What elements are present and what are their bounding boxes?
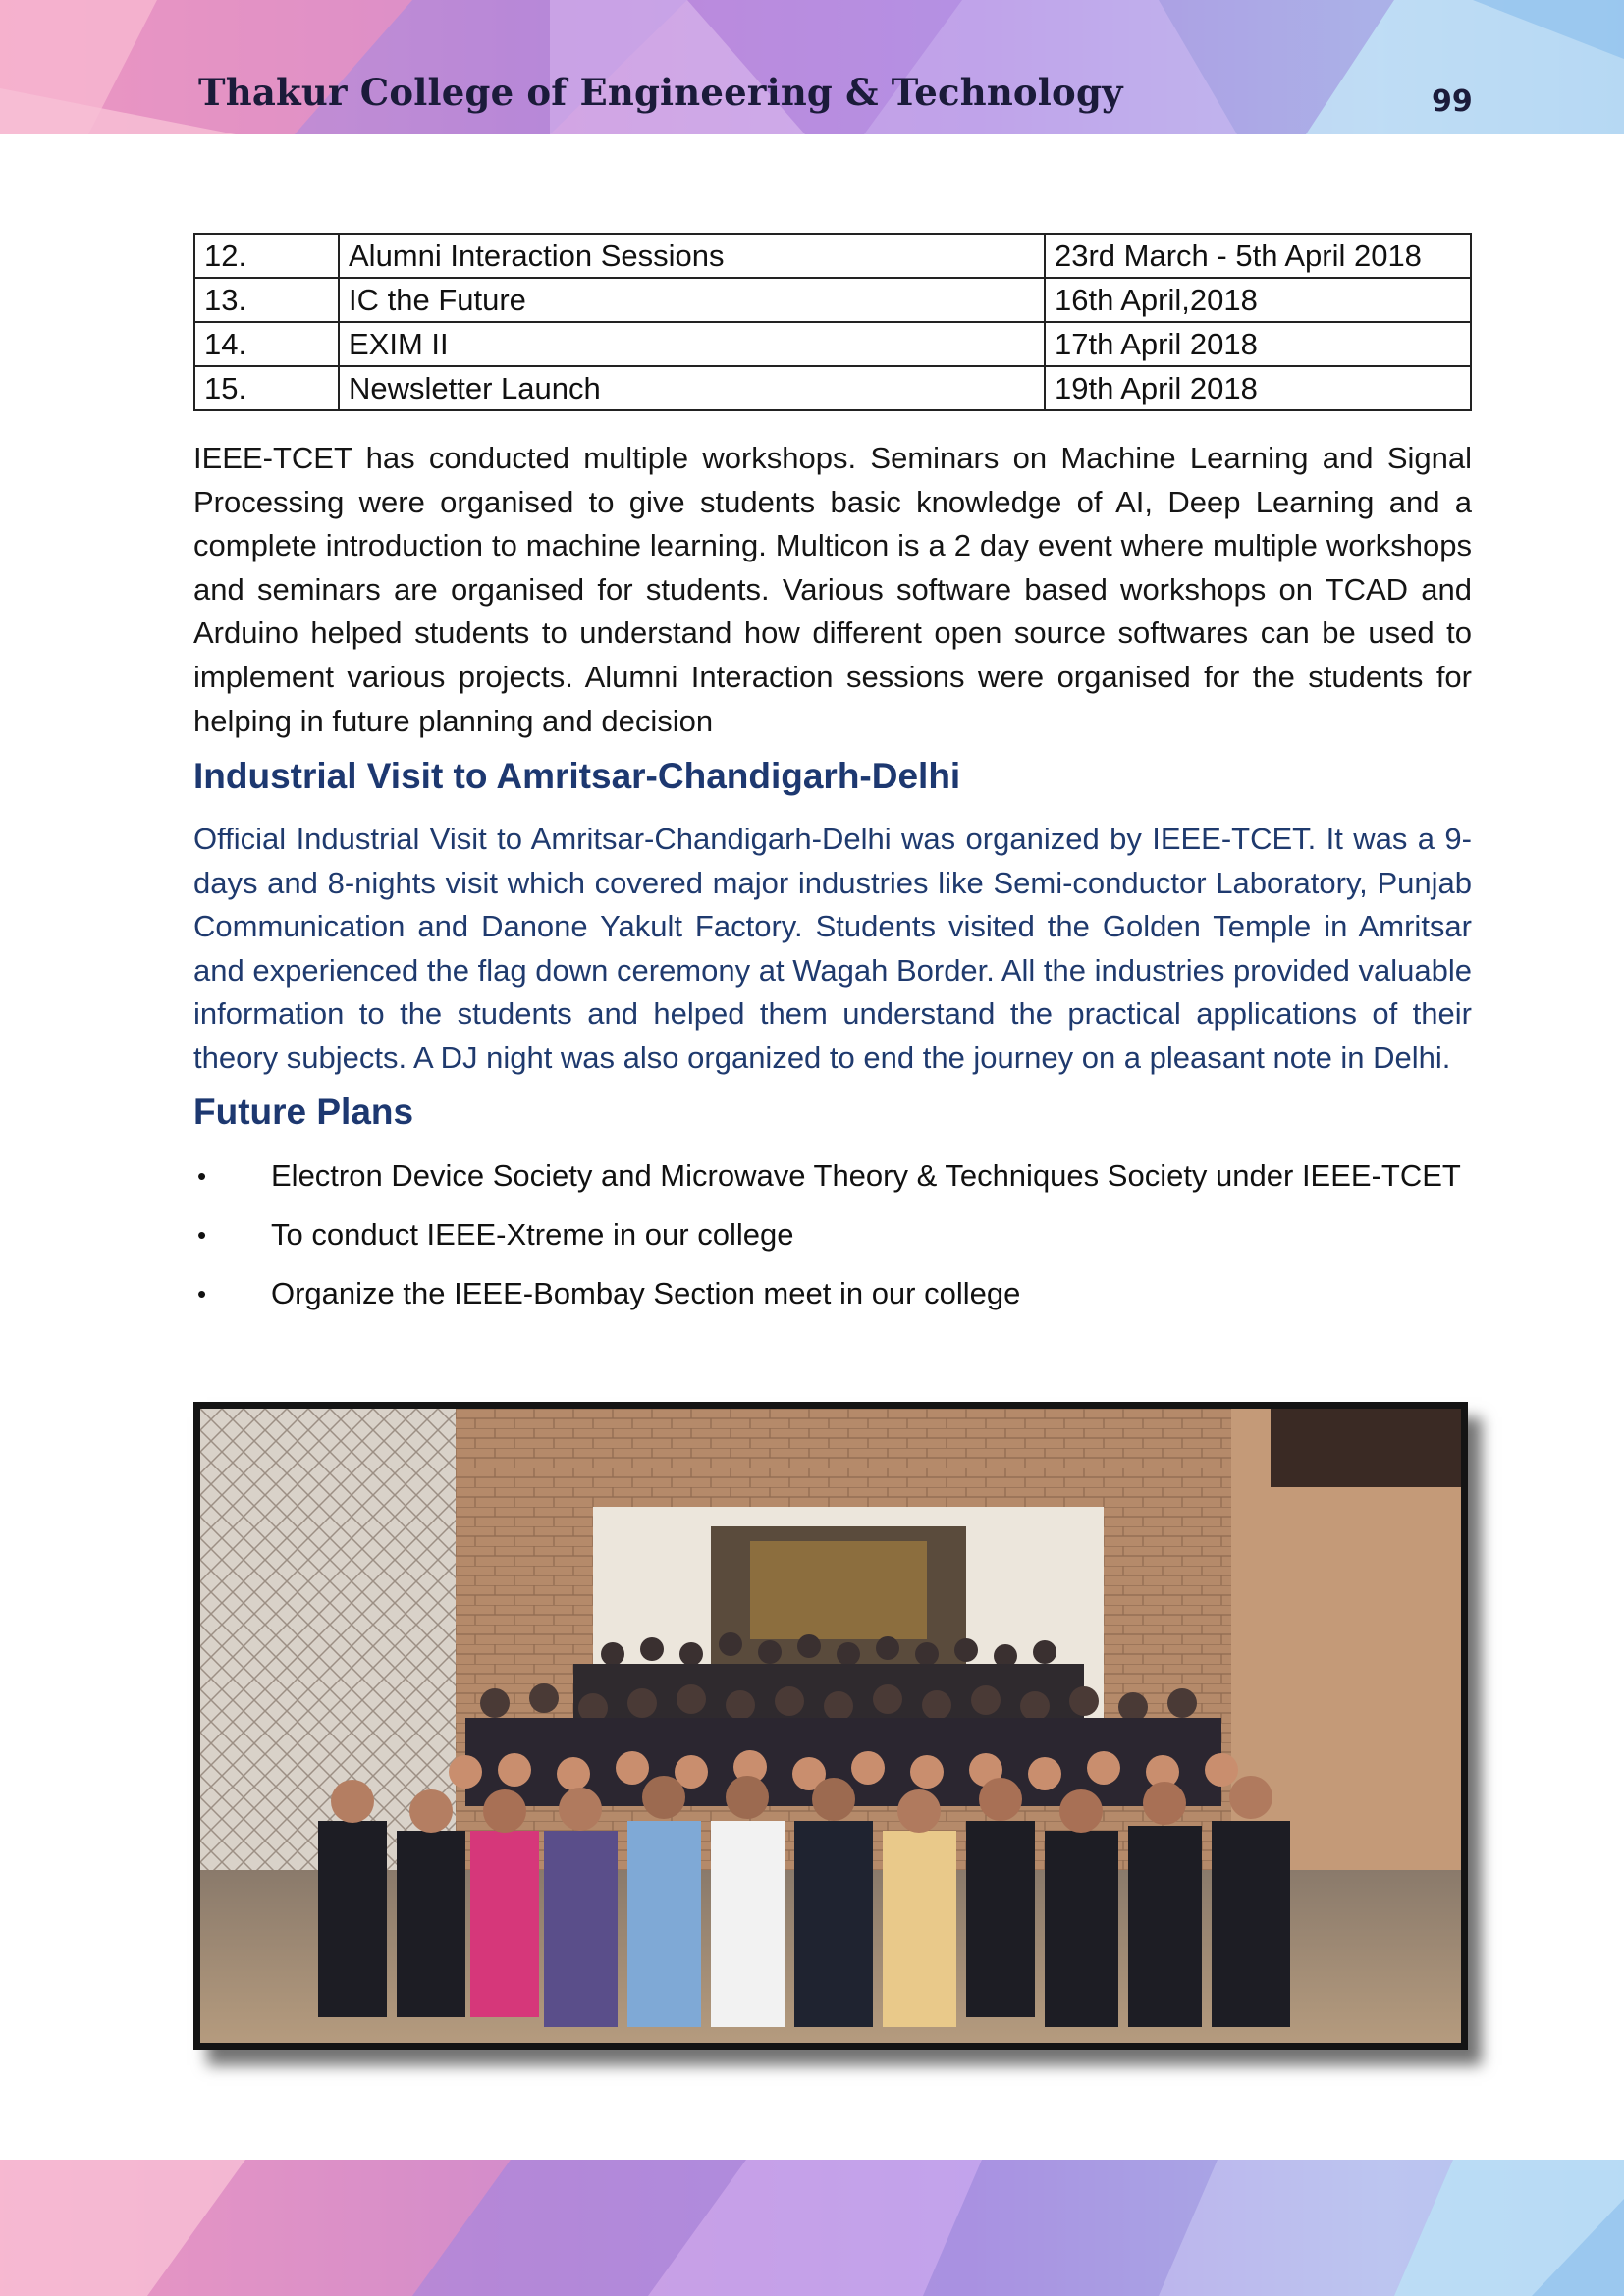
plan-text: To conduct IEEE-Xtreme in our college [271, 1217, 794, 1252]
industrial-visit-paragraph: Official Industrial Visit to Amritsar-Chandigarh-Delhi was organized by IEEE-TCET. It was a 9-days and 8-nights visit which covered major industries like Semi-conductor Laboratory, Punjab Communication and Danone Yakult Factory. Students visited the Golden Temple in Amritsar and experienced the flag down ceremony at Wagah Border. All the industries provided valuable information to the students and helped them understand the practical applications of their theory subjects. A DJ night was also organized to end the journey on a pleasant note in Delhi. [193, 822, 1472, 1075]
list-item [193, 1150, 1472, 1209]
event-number-cell: 14. [194, 322, 339, 366]
plan-text: Electron Device Society and Microwave Theory & Techniques Society under IEEE-TCET [271, 1158, 1461, 1193]
event-name-cell: Alumni Interaction Sessions [339, 234, 1045, 278]
event-date-cell: 16th April,2018 [1045, 278, 1471, 322]
running-title: Thakur College of Engineering & Technology [198, 71, 1123, 114]
group-photo-image [200, 1409, 1461, 2043]
event-date-cell: 19th April 2018 [1045, 366, 1471, 410]
event-number-cell: 13. [194, 278, 339, 322]
group-photo [193, 1402, 1468, 2050]
plan-text: Organize the IEEE-Bombay Section meet in our college [271, 1276, 1021, 1310]
event-name-cell: IC the Future [339, 278, 1045, 322]
event-name-cell: EXIM II [339, 322, 1045, 366]
list-item [193, 1209, 1472, 1268]
header-decorative-band [0, 0, 1624, 134]
bullet-icon: • [197, 1279, 207, 1308]
page-number: 99 [1432, 84, 1473, 119]
event-date-cell: 23rd March - 5th April 2018 [1045, 234, 1471, 278]
table-row [194, 366, 1471, 410]
future-plans-list [193, 1150, 1472, 1327]
list-item [193, 1268, 1472, 1327]
event-name-cell: Newsletter Launch [339, 366, 1045, 410]
table-row [194, 278, 1471, 322]
table-row [194, 322, 1471, 366]
workshops-paragraph: IEEE-TCET has conducted multiple workshops. Seminars on Machine Learning and Signal Processing were organised to give students basic knowledge of AI, Deep Learning and a complete introduction to machine learning. Multicon is a 2 day event where multiple workshops and seminars are organised for students. Various software based workshops on TCAD and Arduino helped students to understand how different open source softwares can be used to implement various projects. Alumni Interaction sessions were organised for the students for helping in future planning and decision [193, 441, 1472, 738]
events-table [193, 233, 1472, 411]
event-number-cell: 12. [194, 234, 339, 278]
footer-decorative-band [0, 2160, 1624, 2296]
bullet-icon: • [197, 1220, 207, 1250]
industrial-visit-heading: Industrial Visit to Amritsar-Chandigarh-Delhi [193, 756, 961, 796]
event-number-cell: 15. [194, 366, 339, 410]
event-date-cell: 17th April 2018 [1045, 322, 1471, 366]
future-plans-heading: Future Plans [193, 1092, 414, 1132]
bullet-icon: • [197, 1161, 207, 1191]
table-row [194, 234, 1471, 278]
